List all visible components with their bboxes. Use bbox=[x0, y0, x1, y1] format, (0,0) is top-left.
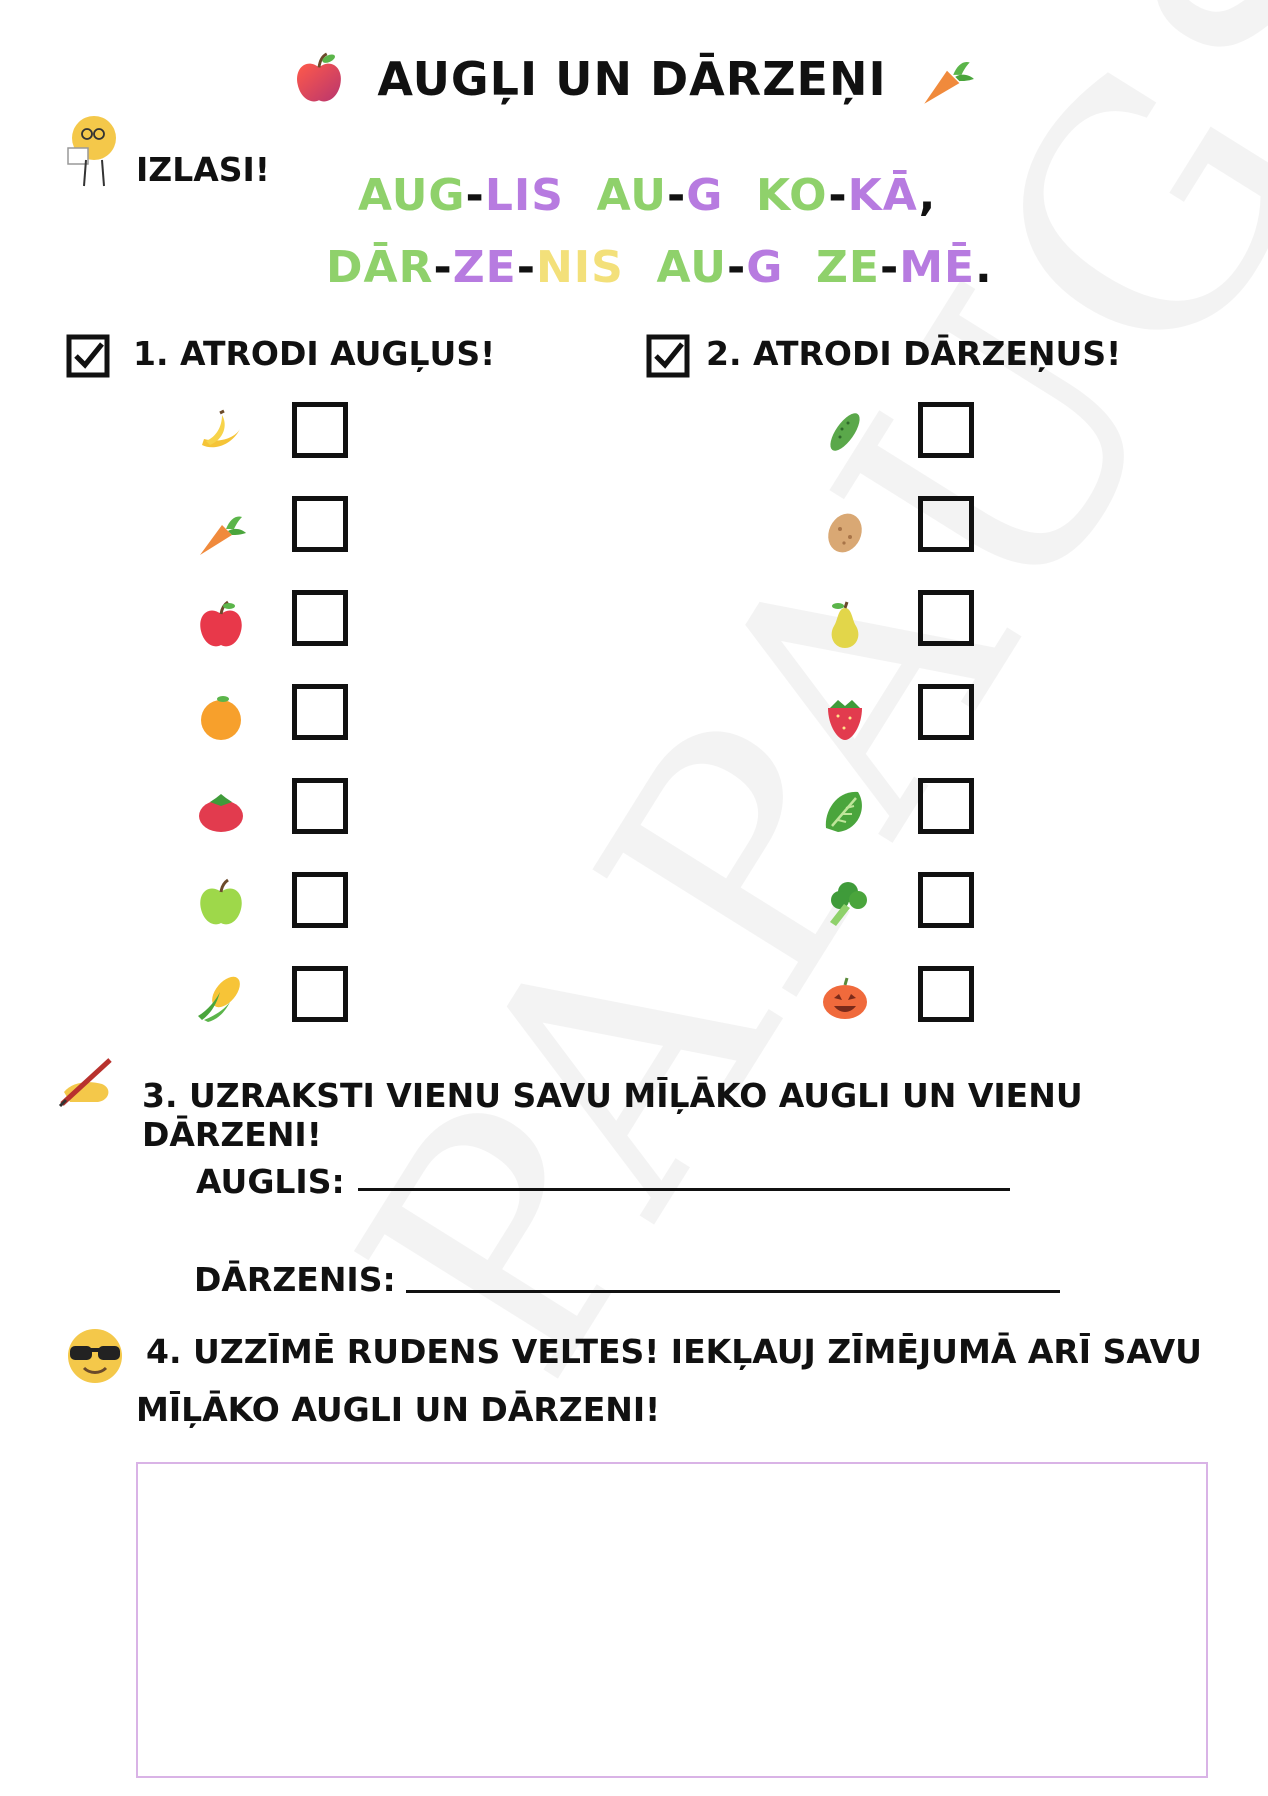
green-apple-icon bbox=[194, 876, 248, 930]
page-title: AUGĻI UN DĀRZEŅI bbox=[377, 52, 887, 106]
task4-line1: 4. UZZĪMĒ RUDENS VELTES! IEKĻAUJ ZĪMĒJUMĀ ARĪ SAVU bbox=[146, 1332, 1202, 1371]
cucumber-icon bbox=[818, 405, 872, 459]
fruit-checkbox[interactable] bbox=[292, 966, 348, 1022]
sunglasses-face-icon bbox=[64, 1326, 126, 1386]
task1-label: 1. ATRODI AUGĻUS! bbox=[133, 334, 496, 373]
vegetable-answer-line[interactable] bbox=[406, 1290, 1060, 1293]
pumpkin-icon bbox=[818, 970, 872, 1024]
task3-label: 3. UZRAKSTI VIENU SAVU MĪĻĀKO AUGLI UN VIENU DĀRZENI! bbox=[142, 1076, 1083, 1154]
task4-line2: MĪĻĀKO AUGLI UN DĀRZENI! bbox=[136, 1390, 661, 1429]
orange-icon bbox=[194, 690, 248, 744]
syllable: AU bbox=[596, 170, 667, 221]
corn-icon bbox=[194, 970, 248, 1024]
fruit-checkbox[interactable] bbox=[292, 684, 348, 740]
fruit-checkbox[interactable] bbox=[292, 872, 348, 928]
drawing-area[interactable] bbox=[136, 1462, 1208, 1778]
vegetable-checkbox[interactable] bbox=[918, 590, 974, 646]
fruit-label: AUGLIS: bbox=[196, 1162, 345, 1201]
task2-label: 2. ATRODI DĀRZEŅUS! bbox=[706, 334, 1122, 373]
fruit-checkbox[interactable] bbox=[292, 402, 348, 458]
syllable: ZE bbox=[815, 242, 880, 293]
fruit-checkbox[interactable] bbox=[292, 590, 348, 646]
strawberry-icon bbox=[818, 690, 872, 744]
syllable-line-1 bbox=[358, 170, 936, 221]
writing-hand-icon bbox=[58, 1056, 116, 1108]
pear-icon bbox=[818, 598, 872, 652]
syllable: AUG bbox=[358, 170, 466, 221]
vegetable-checkbox[interactable] bbox=[918, 402, 974, 458]
comma: , bbox=[918, 170, 937, 221]
checkbox-checked-icon bbox=[66, 334, 110, 378]
hyphen: - bbox=[433, 242, 453, 293]
vegetable-checkbox[interactable] bbox=[918, 496, 974, 552]
carrot-icon bbox=[916, 48, 978, 110]
syllable-line-2 bbox=[326, 242, 993, 293]
apple-icon bbox=[290, 50, 348, 108]
syllable: MĒ bbox=[899, 242, 976, 293]
hyphen: - bbox=[828, 170, 848, 221]
syllable: KO bbox=[756, 170, 829, 221]
potato-icon bbox=[818, 505, 872, 559]
read-label: IZLASI! bbox=[136, 150, 270, 189]
checkbox-checked-icon bbox=[646, 334, 690, 378]
tomato-icon bbox=[194, 784, 248, 838]
hyphen: - bbox=[726, 242, 747, 293]
hyphen: - bbox=[879, 242, 900, 293]
hyphen: - bbox=[516, 242, 536, 293]
syllable: G bbox=[746, 242, 784, 293]
reading-person-icon bbox=[64, 114, 124, 188]
broccoli-icon bbox=[818, 876, 872, 930]
syllable: DĀR bbox=[326, 242, 434, 293]
apple-icon bbox=[194, 598, 248, 652]
vegetable-checkbox[interactable] bbox=[918, 872, 974, 928]
hyphen: - bbox=[465, 170, 485, 221]
syllable: G bbox=[686, 170, 724, 221]
vegetable-checkbox[interactable] bbox=[918, 966, 974, 1022]
lettuce-icon bbox=[818, 784, 872, 838]
syllable: LIS bbox=[484, 170, 564, 221]
banana-icon bbox=[194, 405, 248, 459]
vegetable-checkbox[interactable] bbox=[918, 684, 974, 740]
fruit-checkbox[interactable] bbox=[292, 778, 348, 834]
vegetable-checkbox[interactable] bbox=[918, 778, 974, 834]
fruit-answer-line[interactable] bbox=[358, 1188, 1010, 1191]
hyphen: - bbox=[667, 170, 687, 221]
syllable: KĀ bbox=[847, 170, 919, 221]
page-title-row bbox=[0, 48, 1268, 110]
syllable: ZE bbox=[452, 242, 517, 293]
period: . bbox=[975, 242, 993, 293]
carrot-icon bbox=[194, 505, 248, 559]
syllable: NIS bbox=[535, 242, 624, 293]
fruit-checkbox[interactable] bbox=[292, 496, 348, 552]
vegetable-label: DĀRZENIS: bbox=[194, 1260, 396, 1299]
syllable: AU bbox=[656, 242, 727, 293]
